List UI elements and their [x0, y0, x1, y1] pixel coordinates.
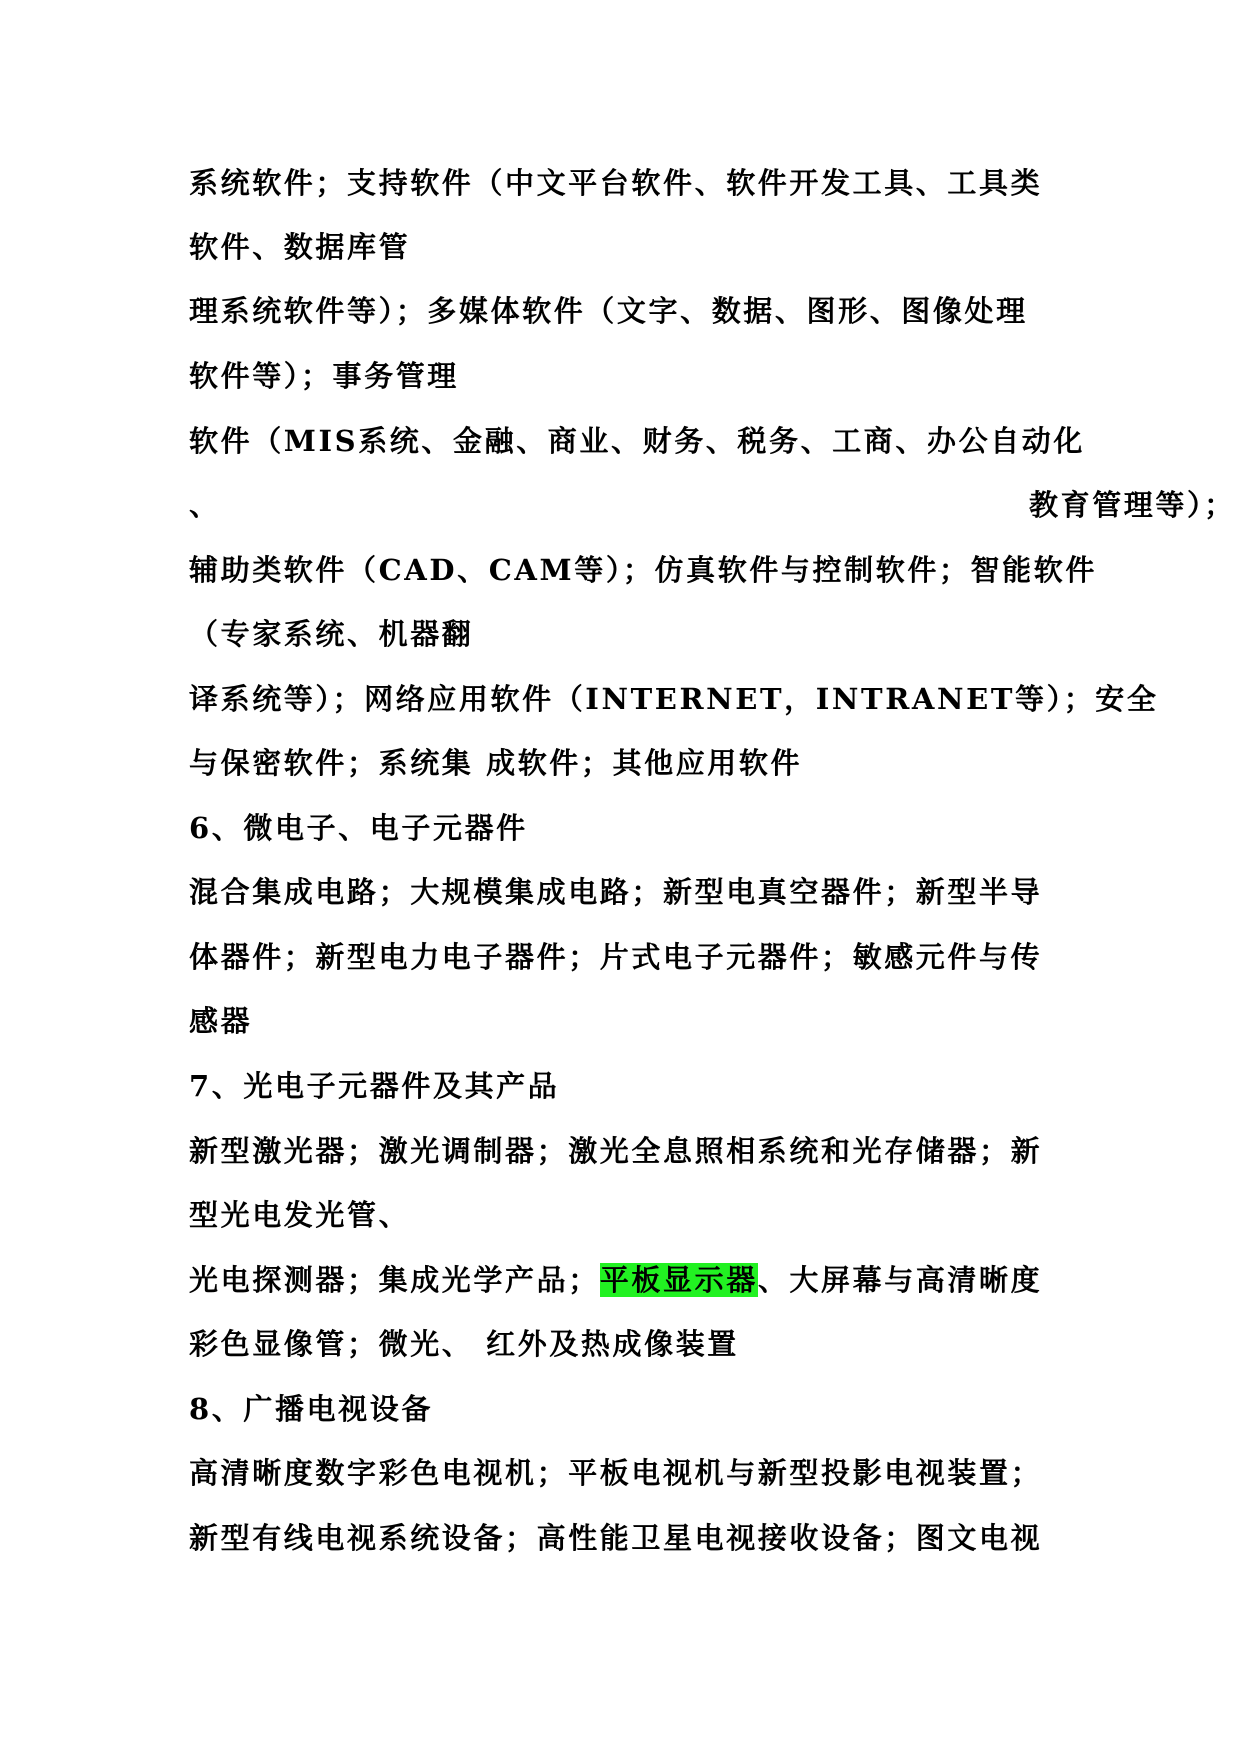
- section-heading: 6、微电子、电子元器件: [189, 811, 528, 845]
- highlighted-text: 平板显示器: [599, 1263, 758, 1297]
- text-line: 体器件；新型电力电子器件；片式电子元器件；敏感元件与传: [189, 940, 1043, 974]
- text-line: 混合集成电路；大规模集成电路；新型电真空器件；新型半导: [189, 875, 1043, 909]
- text-line: 系统软件；支持软件（中文平台软件、软件开发工具、工具类: [189, 166, 1043, 200]
- text-line: 感器: [189, 1004, 253, 1038]
- section-heading: 7、光电子元器件及其产品: [189, 1069, 560, 1103]
- text-line: [189, 480, 1236, 530]
- text-line: （专家系统、机器翻: [189, 617, 474, 651]
- line-fragment: 、大屏幕与高清晰度: [757, 1263, 1043, 1297]
- line-fragment: 教育管理等）；: [1029, 488, 1236, 522]
- line-fragment: 光电探测器；集成光学产品；: [189, 1263, 600, 1297]
- text-line: 高清晰度数字彩色电视机；平板电视机与新型投影电视装置；: [189, 1456, 1043, 1490]
- text-line: 软件、数据库管: [189, 230, 411, 264]
- text-line: 软件等）；事务管理: [189, 359, 459, 393]
- section-heading: 8、广播电视设备: [189, 1392, 433, 1426]
- text-line: [189, 1255, 1042, 1305]
- line-fragment: 、: [189, 488, 221, 522]
- text-line: 译系统等）；网络应用软件（INTERNET，INTRANET等）；安全: [189, 682, 1159, 716]
- text-line: 理系统软件等）；多媒体软件（文字、数据、图形、图像处理: [189, 294, 1028, 328]
- text-line: 新型有线电视系统设备；高性能卫星电视接收设备；图文电视: [189, 1521, 1043, 1555]
- text-line: 新型激光器；激光调制器；激光全息照相系统和光存储器；新: [189, 1134, 1043, 1168]
- text-line: 型光电发光管、: [189, 1198, 411, 1232]
- text-line: 辅助类软件（CAD、CAM等）；仿真软件与控制软件；智能软件: [189, 553, 1097, 587]
- text-line: 软件（MIS系统、金融、商业、财务、税务、工商、办公自动化: [189, 424, 1086, 458]
- text-line: 与保密软件；系统集 成软件；其他应用软件: [189, 746, 803, 780]
- text-line: 彩色显像管；微光、 红外及热成像装置: [189, 1327, 739, 1361]
